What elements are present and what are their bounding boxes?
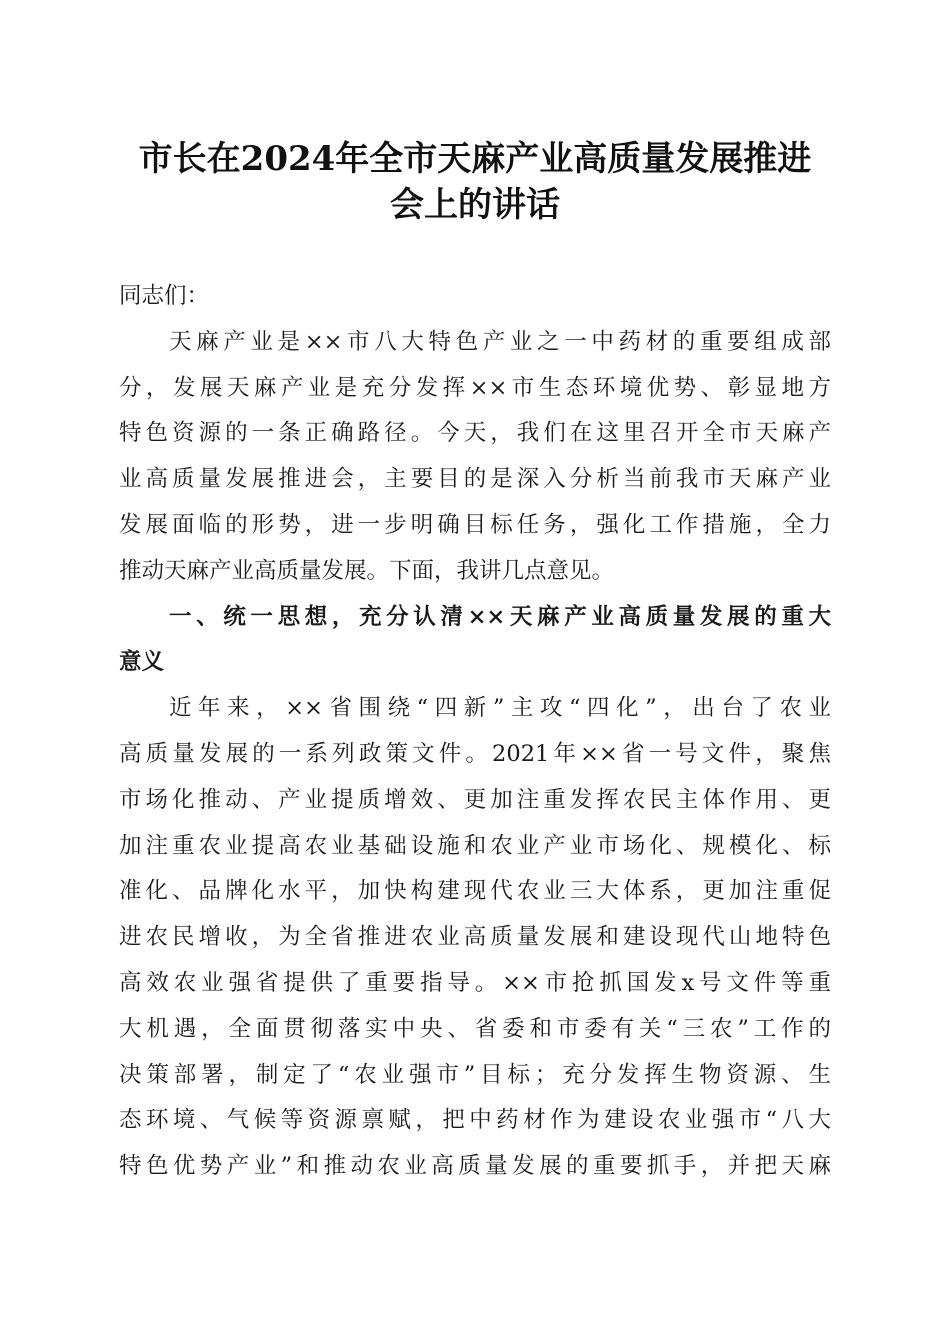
paragraph-1-line-6: 推动天麻产业高质量发展。下面，我讲几点意见。	[119, 557, 615, 584]
document-title	[100, 136, 850, 228]
paragraph-2-line-6: 进农民增收，为全省推进农业高质量发展和建设现代山地特色	[119, 924, 831, 951]
section-heading-1-line-2: 意义	[119, 649, 165, 676]
document-body	[119, 274, 831, 1190]
paragraph-2-line-8: 大机遇，全面贯彻落实中央、省委和市委有关“三农”工作的	[119, 1015, 831, 1042]
paragraph-2-line-3: 市场化推动、产业提质增效、更加注重发挥农民主体作用、更	[119, 786, 831, 813]
paragraph-1-line-5: 发展面临的形势，进一步明确目标任务，强化工作措施，全力	[119, 511, 831, 538]
title-line-1: 市长在2024年全市天麻产业高质量发展推进	[138, 139, 812, 179]
paragraph-2-line-11: 特色优势产业”和推动农业高质量发展的重要抓手，并把天麻	[119, 1153, 831, 1180]
paragraph-1-line-3: 特色资源的一条正确路径。今天，我们在这里召开全市天麻产	[119, 420, 831, 447]
paragraph-1-line-4: 业高质量发展推进会，主要目的是深入分析当前我市天麻产业	[119, 466, 831, 493]
paragraph-2-line-1: 近年来，××省围绕“四新”主攻“四化”，出台了农业	[169, 695, 831, 722]
section-heading-1-line-1: 一、统一思想，充分认清××天麻产业高质量发展的重大	[169, 603, 831, 630]
paragraph-2-line-5: 准化、品牌化水平，加快构建现代农业三大体系，更加注重促	[119, 878, 831, 905]
paragraph-1-line-2: 分，发展天麻产业是充分发挥××市生态环境优势、彰显地方	[119, 374, 831, 401]
paragraph-2-line-10: 态环境、气候等资源禀赋，把中药材作为建设农业强市“八大	[119, 1107, 831, 1134]
paragraph-2-line-9: 决策部署，制定了“农业强市”目标；充分发挥生物资源、生	[119, 1061, 831, 1088]
paragraph-2-line-4: 加注重农业提高农业基础设施和农业产业市场化、规模化、标	[119, 832, 831, 859]
title-line-2: 会上的讲话	[390, 185, 560, 225]
paragraph-1-line-1: 天麻产业是××市八大特色产业之一中药材的重要组成部	[169, 328, 831, 355]
paragraph-2-line-2: 高质量发展的一系列政策文件。2021年××省一号文件，聚焦	[119, 740, 831, 767]
paragraph-2-line-7: 高效农业强省提供了重要指导。××市抢抓国发x号文件等重	[119, 969, 831, 996]
salutation: 同志们：	[119, 283, 210, 309]
